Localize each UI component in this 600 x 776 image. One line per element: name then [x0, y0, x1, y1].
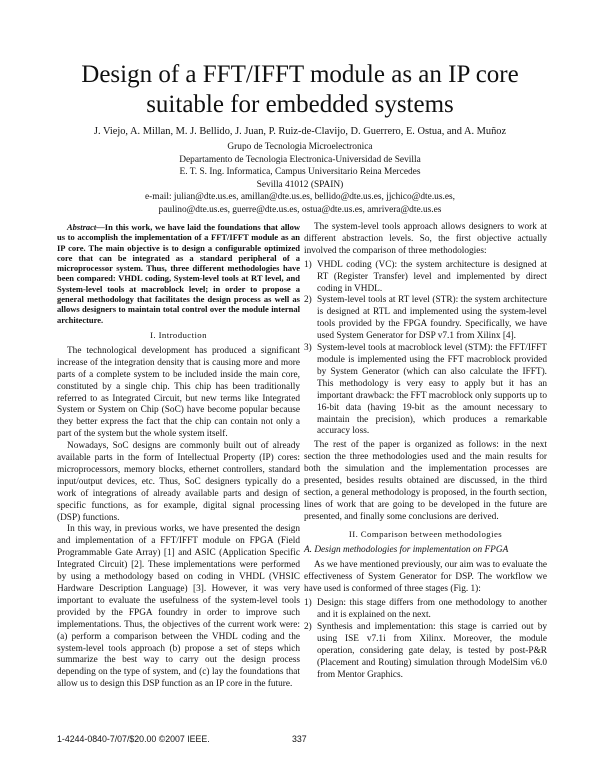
affiliation-line: Departamento de Tecnologia Electronica-Universidad de Sevilla [179, 154, 421, 165]
list-item [304, 343, 547, 438]
list-item [304, 295, 547, 343]
list-number: 2) [304, 622, 312, 632]
list-item [304, 598, 547, 622]
paragraph: As we have mentioned previously, our aim was to evaluate the effectiveness of System Generator for DSP. The workflow we have used is conformed of three stages (Fig. 1): [304, 560, 547, 595]
title-line-1: Design of a FFT/IFFT module as an IP core [81, 61, 519, 88]
affiliation-line: E. T. S. Ing. Informatica, Campus Universitario Reina Mercedes [179, 167, 421, 178]
title-line-2: suitable for embedded systems [146, 91, 454, 118]
paragraph: The system-level tools approach allows designers to work at different abstraction levels. So, the first objective actually involved the comparison of three methodologies: [304, 222, 547, 256]
paper-title [0, 60, 600, 120]
right-column [304, 222, 547, 684]
email-line: paulino@dte.us.es, guerre@dte.us.es, ostua@dte.us.es, amrivera@dte.us.es [158, 204, 442, 215]
paragraph: The rest of the paper is organized as follows: in the next section the three methodologies used and the main results for both the simulation and the implementation processes are presented, besides results obtained are discussed, in the third section, a general methodology is proposed, in the fourth section, lines of work that are going to be developed in the future are presented, and finally some conclusions are derived. [304, 440, 547, 522]
list-text: Synthesis and implementation: this stage is carried out by using ISE v7.1i from Xilinx. Moreover, the module operation, considering gate delay, is tested by post-P&R (Placement and Routing) simulation through ModelSim v6.0 from Mentor Graphics. [317, 622, 547, 680]
list-number: 2) [304, 295, 312, 306]
affiliation-line: Sevilla 41012 (SPAIN) [256, 179, 344, 190]
abstract-text: In this work, we have laid the foundations that allow us to accomplish the implementation of a FFT/IFFT module as an IP core. The main objective is to design a configurable optimized core that can be integrated as a standard peripheral of a microprocessor system. Thus, three different methodologies have been compared: VHDL coding, System-level tools at RT level, and System-level tools at macroblock level; in order to propose a general methodology that facilitates the design process as well as allows designers to maintain total control over the module internal architecture. [57, 222, 300, 325]
paragraph: Nowadays, SoC designs are commonly built out of already available parts in the form of Intellectual Property (IP) cores: microprocessors, memory blocks, ethernet controllers, standard input/output devices, etc. Thus, SoC designers typically do a work of integrations of already available parts and design of specific functions, as for example, digital signal processing (DSP) functions. [57, 441, 300, 523]
list-number: 1) [304, 598, 312, 609]
page-number: 337 [292, 734, 307, 744]
author-list: J. Viejo, A. Millan, M. J. Bellido, J. Juan, P. Ruiz-de-Clavijo, D. Guerrero, E. Ostua, and A. Muñoz [93, 126, 507, 137]
subsection-heading: A. Design methodologies for implementation on FPGA [304, 544, 509, 555]
list-text: System-level tools at macroblock level (STM): the FFT/IFFT module is implemented using the FFT macroblock provided by System Generator (which can also calculate the IFFT). This methodology is very easy to apply but it has an important drawback: the FFT macroblock only supports up to 16-bit data (having 19-bit as the amount necessary to maintain the precision), which produces a remarkable accuracy loss. [317, 343, 547, 437]
list-text: Design: this stage differs from one methodology to another and it is explained on the next. [317, 598, 547, 621]
list-number: 3) [304, 343, 312, 354]
methodology-list [304, 260, 547, 439]
left-column [57, 222, 300, 691]
list-text: VHDL coding (VC): the system architecture is designed at RT (Register Transfer) level and implemented by direct coding in VHDL. [317, 259, 547, 294]
stage-list [304, 598, 547, 681]
list-item [304, 260, 547, 296]
paragraph: In this way, in previous works, we have presented the design and implementation of a FFT/IFFT module on FPGA (Field Programmable Gate Array) [1] and ASIC (Application Specific Integrated Circuit) [2]. These implementations were performed by using a methodology based on coding in VHDL (VHSIC Hardware Description Language) [3]. However, it was very important to evaluate the usefulness of the system-level tools provided by the FPGA foundry in order to improve such implementations. Thus, the objectives of the current work were: (a) perform a comparison between the VHDL coding and the system-level tools approach (b) propose a set of steps which summarize the best way to carry out the design process depending on the type of system, and (c) lay the foundations that allow us to design this DSP function as an IP core in the future. [57, 524, 300, 690]
abstract-label: Abstract— [67, 222, 105, 232]
affiliation-block [0, 141, 600, 217]
paragraph: The technological development has produced a significant increase of the integration density that is causing more and more parts of a complete system to be included inside the main core, constituted by a single chip. This chip has been traditionally referred to as Integrated Circuit, but new terms like Integrated System or System on Chip (SoC) have become popular because they better express the fact that the chip can contain not only a part of the system but the whole system itself. [57, 345, 300, 440]
abstract [57, 222, 300, 325]
list-item [304, 622, 547, 682]
affiliation-line: Grupo de Tecnologia Microelectronica [227, 142, 373, 152]
list-text: System-level tools at RT level (STR): the system architecture is designed at RTL and implemented using the system-level tools provided by the FPGA foundry. Specifically, we have used System Generator for DSP v7.1 from Xilinx [4]. [317, 295, 547, 342]
list-number: 1) [304, 259, 312, 270]
copyright-code: 1-4244-0840-7/07/$20.00 ©2007 IEEE. [57, 734, 210, 744]
section-heading-comparison: II. Comparison between methodologies [348, 528, 503, 539]
section-heading-introduction: I. Introduction [150, 329, 207, 340]
email-line: e-mail: julian@dte.us.es, amillan@dte.us.es, bellido@dte.us.es, jjchico@dte.us.es, [145, 192, 455, 203]
